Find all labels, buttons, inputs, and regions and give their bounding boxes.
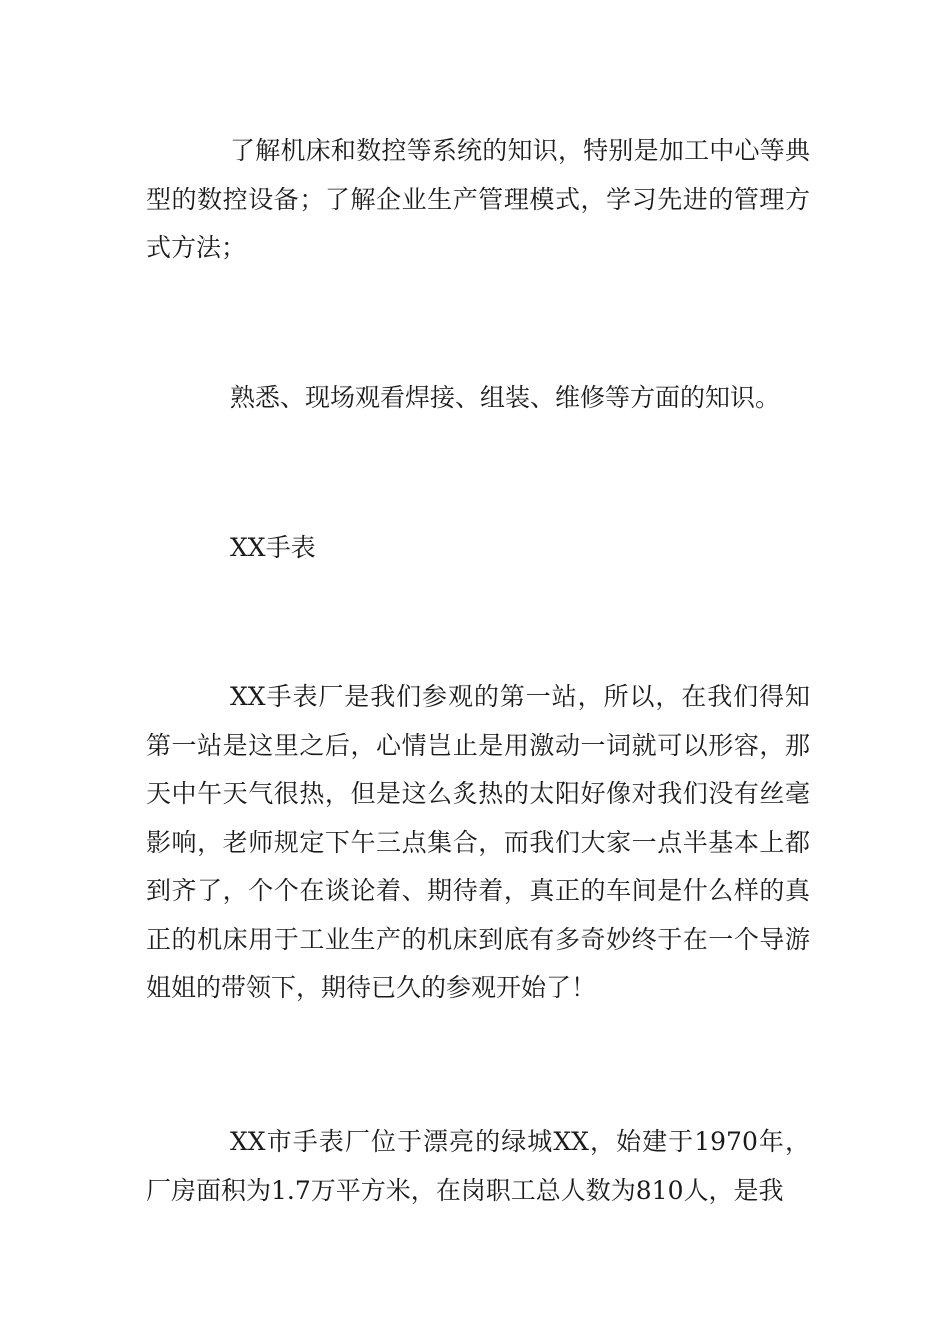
section-heading-watch: XX手表 (230, 533, 316, 562)
paragraph-learning-goals: 了解机床和数控等系统的知识，特别是加工中心等典型的数控设备；了解企业生产管理模式，学习先进的管理方式方法； (146, 136, 810, 262)
paragraph-familiarize: 熟悉、现场观看焊接、组装、维修等方面的知识。 (230, 383, 781, 412)
paragraph-factory-intro: XX市手表厂位于漂亮的绿城XX，始建于1970年，厂房面积为1.7万平方米，在岗职工总人数为810人，是我 (146, 1127, 810, 1205)
paragraph-first-stop: XX手表厂是我们参观的第一站，所以，在我们得知第一站是这里之后，心情岂止是用激动一词就可以形容，那天中午天气很热，但是这么炙热的太阳好像对我们没有丝毫影响，老师规定下午三点集合，而我们大家一点半基本上都到齐了，个个在谈论着、期待着，真正的车间是什么样的真正的机床用于工业生产的机床到底有多奇妙终于在一个导游姐姐的带领下，期待已久的参观开始了！ (146, 682, 810, 1002)
